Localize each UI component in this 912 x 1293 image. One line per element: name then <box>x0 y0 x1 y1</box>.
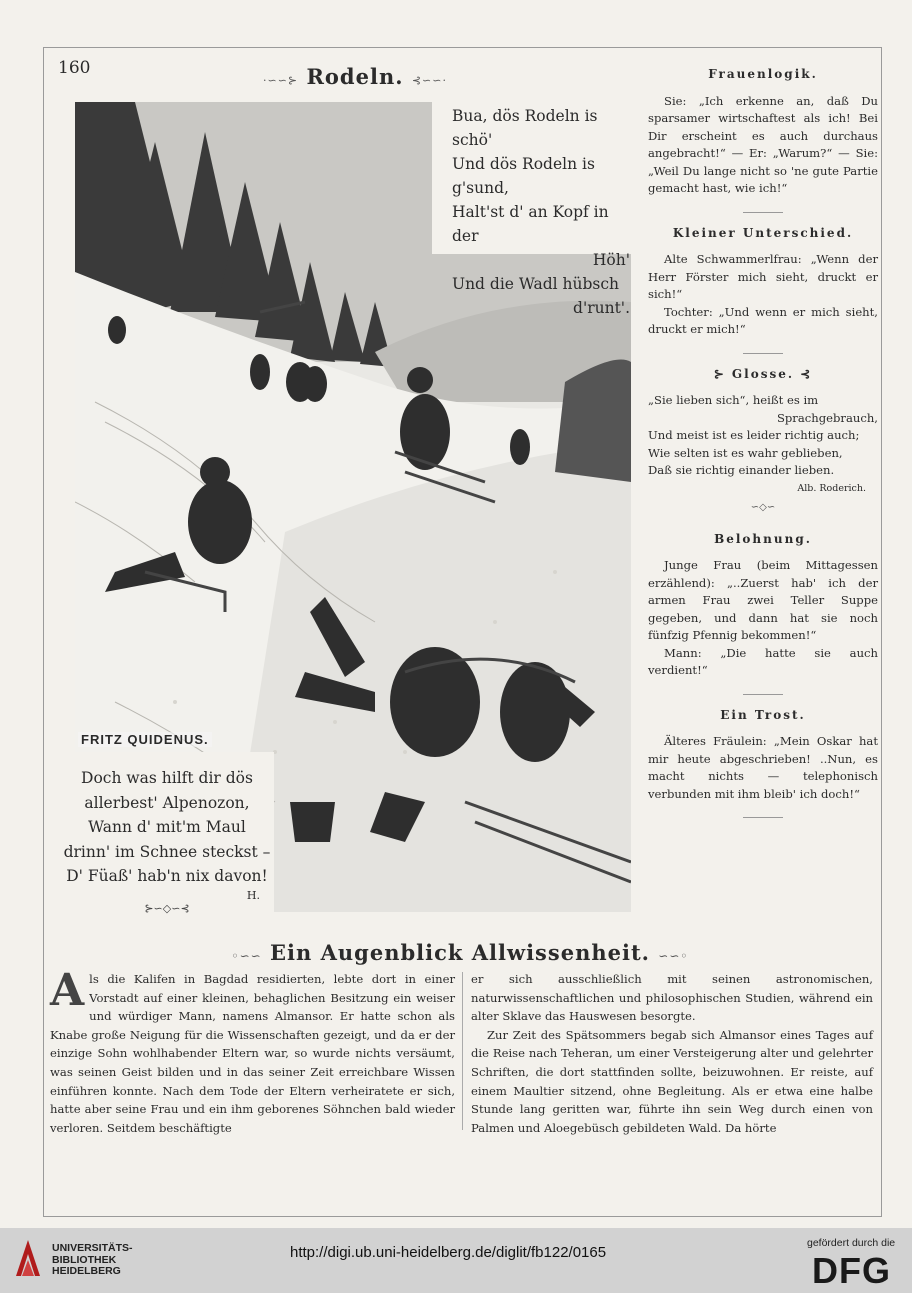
dfg-logo: DFG <box>812 1250 891 1291</box>
drop-cap: A <box>50 965 85 1016</box>
article-ornament-left: ◦∽∽ <box>231 949 262 963</box>
poem-line: Wann d' mit'm Maul <box>88 818 246 836</box>
poem-signature: H. <box>246 888 260 902</box>
verse-author: Alb. Roderich. <box>797 482 866 494</box>
university-library-logo-icon <box>10 1236 46 1280</box>
section-ein-trost <box>648 707 878 804</box>
poem-line: Halt'st d' an Kopf in der <box>452 203 609 245</box>
poem-title <box>245 64 465 89</box>
poem-line: allerbest' Alpenozon, <box>84 793 250 812</box>
section-text: Mann: „Die hatte sie auch verdient!“ <box>648 645 878 677</box>
section-text: Alte Schwammerlfrau: „Wenn der Herr Förster mich sieht, druckt er sich!“ <box>648 252 878 301</box>
poem-line: d'runt'. <box>573 299 630 317</box>
verse-line: Daß sie richtig einander lieben. <box>648 463 835 477</box>
divider <box>743 817 783 818</box>
section-title: ⊱ Glosse. ⊰ <box>713 366 813 381</box>
poem-bottom <box>62 766 272 915</box>
section-text: Tochter: „Und wenn er mich sieht, druckt er mich!“ <box>648 304 878 336</box>
sidebar-column <box>648 66 878 830</box>
section-frauenlogik <box>648 66 878 198</box>
section-belohnung <box>648 531 878 680</box>
verse-line: Und meist ist es leider richtig auch; <box>648 428 860 442</box>
column-separator <box>462 972 463 1130</box>
section-text: Junge Frau (beim Mittagessen erzählend): „..Zuerst hab' ich der armen Frau zwei Teller Suppe gegeben, und dann hat sie noch fünfzig Pfennig bekommen!“ <box>648 558 878 642</box>
section-text: Sie: „Ich erkenne an, daß Du sparsamer wirtschaftest als ich! Bei Dir erscheint es auch durchaus angebracht!“ — Er: „Warum?“ — Sie: „Weil Du lange nicht so 'ne gute Partie gemacht hast, wie ich!“ <box>648 93 878 195</box>
divider <box>743 353 783 354</box>
artist-signature: FRITZ QUIDENUS. <box>78 732 212 747</box>
poem-line: Bua, dös Rodeln is schö' <box>452 107 598 149</box>
section-title: Kleiner Unterschied. <box>672 225 854 240</box>
article-column-2 <box>471 970 873 1137</box>
poem-line: drinn' im Schnee steckst – <box>63 842 271 861</box>
article-paragraph: Zur Zeit des Spätsommers begab sich Almansor eines Tages auf die Reise nach Teheran, um einer Versteigerung alter und gelehrter Schriften, die dort stattfinden sollte, beizuwohnen. Er reiste, auf einem Maultier sitzend, ohne Begleitung. Als er etwa eine halbe Stunde lang geritten war, führte ihn sein Weg durch einen von Palmen und Aloegebüsch gebildeten Wald. Da hörte <box>471 1027 873 1135</box>
title-ornament-left: ·∽∽⊱ <box>263 74 299 87</box>
section-text: Älteres Fräulein: „Mein Oskar hat mir heute abgeschrieben! ..Nun, es macht nichts — telephonisch verbunden mit ihm bleib' ich doch!“ <box>648 734 878 801</box>
library-name-line: BIBLIOTHEK <box>52 1253 117 1266</box>
divider <box>743 694 783 695</box>
verse-line: Sprachgebrauch, <box>776 410 878 425</box>
section-title: Frauenlogik. <box>708 67 818 81</box>
article-paragraph: er sich ausschließlich mit seinen astronomischen, naturwissenschaftlichen und philosophischen Studien, während ein alter Sklave das Hauswesen besorgte. <box>471 972 873 1024</box>
poem-line: Und dös Rodeln is g'sund, <box>452 155 595 197</box>
section-glosse <box>648 366 878 517</box>
poem-line: Höh' <box>592 251 630 269</box>
library-name-line: UNIVERSITÄTS- <box>52 1242 133 1254</box>
paragraph-text: ls die Kalifen in Bagdad residierten, lebte dort in einer Vorstadt auf einer kleinen, behaglichen Besitzung ein weiser und würdiger Mann, namens Almansor. Er hatte schon als Knabe große Neigung für die Wissenschaften gezeigt, und da er der einzige Sohn wohlhabender Eltern war, so wurde nichts versäumt, was seinen Geist bilden und in das seiner Zeit erreichbare Wissen einführen konnte. Nach dem Tode der Eltern verheiratete er sich, hatte aber seine Frau und ein ihm geborenes Söhnchen bald wieder verloren. Seitdem beschäftigte <box>50 972 455 1135</box>
sponsor-note: gefördert durch die <box>807 1237 896 1249</box>
poem-line: Doch was hilft dir dös <box>81 769 253 787</box>
section-title: Ein Trost. <box>720 707 806 722</box>
poem-top <box>452 104 630 320</box>
library-name-line: HEIDELBERG <box>52 1265 121 1277</box>
article-title <box>225 940 695 965</box>
poem-ornament: ⊱∽◇∽⊰ <box>144 901 190 915</box>
section-title: Belohnung. <box>714 531 812 546</box>
page-number: 160 <box>58 58 91 78</box>
article-title-text: Ein Augenblick Allwissenheit. <box>270 940 650 965</box>
section-ornament: ∽◇∽ <box>750 502 776 513</box>
article-column-1 <box>50 965 455 1137</box>
section-kleiner-unterschied <box>648 225 878 339</box>
poem-line: Und die Wadl hübsch <box>452 275 620 293</box>
poem-line: D' Füaß' hab'n nix davon! <box>66 867 268 885</box>
poem-title-text: Rodeln. <box>306 64 404 89</box>
article-ornament-right: ∽∽◦ <box>658 949 689 963</box>
library-name <box>52 1243 133 1278</box>
verse-line: „Sie lieben sich“, heißt es im <box>648 393 819 407</box>
divider <box>743 212 783 213</box>
article-paragraph <box>50 965 455 1137</box>
title-ornament-right: ⊰∽∽· <box>411 74 447 87</box>
verse-line: Wie selten ist es wahr geblieben, <box>648 445 843 460</box>
permalink-url[interactable]: http://digi.ub.uni-heidelberg.de/diglit/fb122/0165 <box>290 1244 607 1261</box>
